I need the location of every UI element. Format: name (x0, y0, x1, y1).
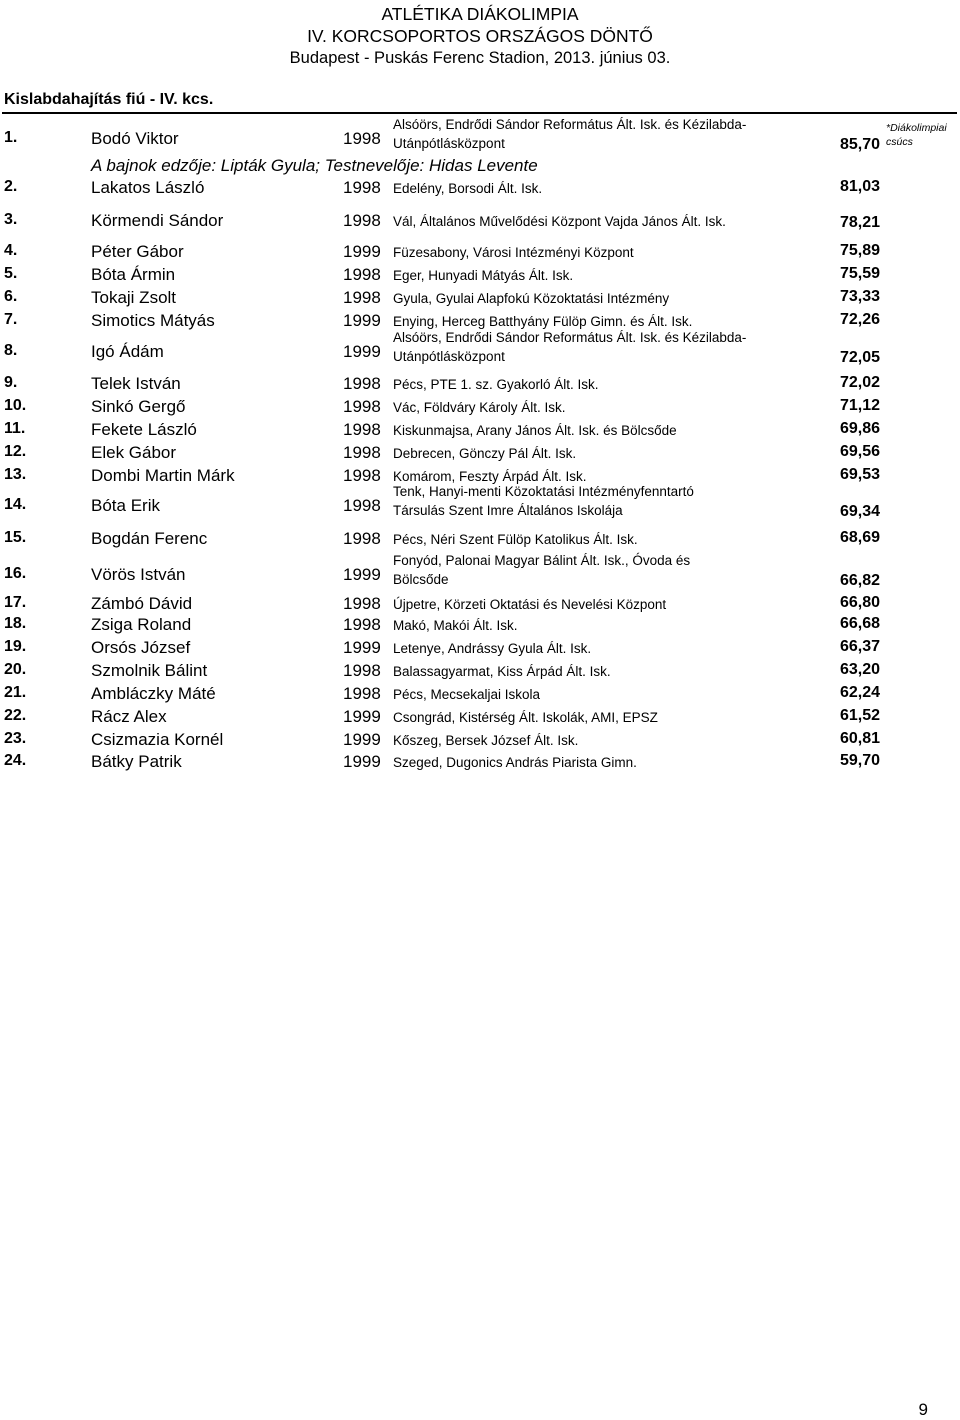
result-rank: 17. (4, 594, 27, 611)
page-number: 9 (918, 1400, 928, 1419)
throw-result: 66,68 (839, 615, 880, 632)
athlete-name: Simotics Mátyás (91, 311, 215, 330)
throw-result: 69,53 (839, 466, 880, 483)
result-row (0, 374, 960, 396)
result-rank: 23. (4, 730, 27, 747)
throw-result: 66,80 (839, 594, 880, 611)
result-row (0, 265, 960, 287)
athlete-name: Dombi Martin Márk (91, 466, 235, 485)
result-rank: 11. (4, 420, 26, 437)
result-row (0, 484, 960, 520)
birth-year: 1999 (343, 638, 381, 657)
result-rank: 8. (4, 342, 18, 359)
throw-result: 73,33 (839, 288, 880, 305)
school-line: Bölcsőde (393, 572, 449, 587)
school-line: Enying, Herceg Batthyány Fülöp Gimn. és Ált. Isk. (393, 314, 693, 329)
school-line: Pécs, Mecsekaljai Iskola (393, 687, 541, 702)
birth-year: 1998 (343, 211, 381, 230)
coach-note: A bajnok edzője: Lipták Gyula; Testnevelője: Hidas Levente (91, 156, 538, 175)
category-title: Kislabdahajítás fiú - IV. kcs. (4, 91, 214, 108)
athlete-name: Péter Gábor (91, 242, 184, 261)
school-line: Pécs, Néri Szent Fülöp Katolikus Ált. Isk. (393, 532, 638, 547)
school-line: Alsóörs, Endrődi Sándor Református Ált. Isk. és Kézilabda- (393, 330, 747, 345)
athlete-name: Bóta Erik (91, 496, 160, 515)
school-line: Alsóörs, Endrődi Sándor Református Ált. Isk. és Kézilabda- (393, 117, 747, 132)
result-row (0, 684, 960, 706)
athlete-name: Vörös István (91, 565, 186, 584)
birth-year: 1998 (343, 466, 381, 485)
athlete-name: Igó Ádám (91, 342, 164, 361)
result-rank: 20. (4, 661, 27, 678)
school-line: Utánpótlásközpont (393, 349, 505, 364)
athlete-name: Bátky Patrik (91, 752, 182, 771)
result-row (0, 752, 960, 774)
birth-year: 1998 (343, 288, 381, 307)
result-rank: 6. (4, 288, 18, 305)
throw-result: 85,70 (839, 136, 880, 153)
event-subtitle: IV. KORCSOPORTOS ORSZÁGOS DÖNTŐ (307, 26, 653, 46)
athlete-name: Bogdán Ferenc (91, 529, 208, 548)
birth-year: 1998 (343, 443, 381, 462)
result-rank: 3. (4, 211, 18, 228)
school-line: Utánpótlásközpont (393, 136, 505, 151)
school-line: Letenye, Andrássy Gyula Ált. Isk. (393, 641, 592, 656)
birth-year: 1999 (343, 707, 381, 726)
throw-result: 66,37 (839, 638, 880, 655)
result-row (0, 420, 960, 442)
result-rank: 21. (4, 684, 27, 701)
throw-result: 72,26 (839, 311, 880, 328)
result-rank: 14. (4, 496, 27, 513)
athlete-name: Bodó Viktor (91, 129, 179, 148)
athlete-name: Csizmazia Kornél (91, 730, 224, 749)
result-row (0, 638, 960, 660)
category-divider (2, 112, 957, 114)
athlete-name: Szmolnik Bálint (91, 661, 208, 680)
result-rank: 19. (4, 638, 27, 655)
throw-result: 69,34 (839, 503, 880, 520)
throw-result: 68,69 (839, 529, 880, 546)
birth-year: 1998 (343, 684, 381, 703)
athlete-name: Fekete László (91, 420, 197, 439)
result-row (0, 397, 960, 419)
record-note-line1: *Diákolimpiai (886, 122, 947, 134)
result-row (0, 730, 960, 752)
result-rank: 9. (4, 374, 18, 391)
school-line: Makó, Makói Ált. Isk. (393, 618, 518, 633)
school-line: Újpetre, Körzeti Oktatási és Nevelési Központ (393, 597, 667, 612)
athlete-name: Orsós József (91, 638, 191, 657)
birth-year: 1998 (343, 661, 381, 680)
birth-year: 1999 (343, 242, 381, 261)
athlete-name: Lakatos László (91, 178, 205, 197)
athlete-name: Bóta Ármin (91, 265, 176, 284)
throw-result: 72,05 (839, 349, 880, 366)
event-title: ATLÉTIKA DIÁKOLIMPIA (381, 4, 579, 24)
result-rank: 4. (4, 242, 18, 259)
result-row (0, 553, 960, 589)
birth-year: 1999 (343, 752, 381, 771)
school-line: Edelény, Borsodi Ált. Isk. (393, 181, 543, 196)
athlete-name: Telek István (91, 374, 181, 393)
result-rank: 2. (4, 178, 18, 195)
birth-year: 1999 (343, 311, 381, 330)
result-row (0, 211, 960, 233)
result-rank: 15. (4, 529, 27, 546)
birth-year: 1998 (343, 594, 381, 613)
athlete-name: Rácz Alex (91, 707, 167, 726)
school-line: Fonyód, Palonai Magyar Bálint Ált. Isk., Óvoda és (393, 553, 691, 568)
result-row (0, 443, 960, 465)
throw-result: 60,81 (839, 730, 880, 747)
school-line: Komárom, Feszty Árpád Ált. Isk. (393, 469, 587, 484)
birth-year: 1998 (343, 374, 381, 393)
result-rank: 16. (4, 565, 27, 582)
document-header (0, 3, 960, 69)
school-line: Pécs, PTE 1. sz. Gyakorló Ált. Isk. (393, 377, 599, 392)
school-line: Társulás Szent Imre Általános Iskolája (393, 503, 623, 518)
throw-result: 62,24 (839, 684, 880, 701)
birth-year: 1998 (343, 529, 381, 548)
birth-year: 1998 (343, 615, 381, 634)
result-rank: 24. (4, 752, 27, 769)
athlete-name: Körmendi Sándor (91, 211, 224, 230)
throw-result: 63,20 (839, 661, 880, 678)
result-row (0, 707, 960, 729)
school-line: Vál, Általános Művelődési Központ Vajda János Ált. Isk. (393, 214, 726, 229)
result-rank: 1. (4, 129, 18, 146)
throw-result: 75,59 (839, 265, 880, 282)
result-rank: 7. (4, 311, 18, 328)
result-row (0, 288, 960, 310)
result-row (0, 615, 960, 637)
event-venue-date: Budapest - Puskás Ferenc Stadion, 2013. június 03. (289, 49, 671, 67)
result-row (0, 242, 960, 264)
school-line: Eger, Hunyadi Mátyás Ált. Isk. (393, 268, 574, 283)
school-line: Balassagyarmat, Kiss Árpád Ált. Isk. (393, 664, 611, 679)
school-line: Szeged, Dugonics András Piarista Gimn. (393, 755, 637, 770)
athlete-name: Zámbó Dávid (91, 594, 193, 613)
throw-result: 78,21 (839, 214, 880, 231)
school-line: Füzesabony, Városi Intézményi Központ (393, 245, 634, 260)
birth-year: 1998 (343, 129, 381, 148)
throw-result: 72,02 (839, 374, 880, 391)
athlete-name: Tokaji Zsolt (91, 288, 177, 307)
birth-year: 1999 (343, 565, 381, 584)
athlete-name: Sinkó Gergő (91, 397, 186, 416)
result-row (0, 178, 960, 200)
birth-year: 1999 (343, 342, 381, 361)
school-line: Tenk, Hanyi-menti Közoktatási Intézményfenntartó (393, 484, 694, 499)
birth-year: 1998 (343, 178, 381, 197)
school-line: Vác, Földváry Károly Ált. Isk. (393, 400, 566, 415)
result-rank: 5. (4, 265, 18, 282)
throw-result: 69,56 (839, 443, 880, 460)
school-line: Csongrád, Kistérség Ált. Iskolák, AMI, EPSZ (393, 710, 658, 725)
result-rank: 10. (4, 397, 27, 414)
result-row (0, 529, 960, 551)
athlete-name: Ambláczky Máté (91, 684, 216, 703)
result-row (0, 117, 960, 153)
result-row (0, 594, 960, 616)
result-row (0, 330, 960, 366)
throw-result: 71,12 (839, 397, 880, 414)
school-line: Kiskunmajsa, Arany János Ált. Isk. és Bölcsőde (393, 423, 677, 438)
throw-result: 61,52 (839, 707, 880, 724)
record-note-line2: csúcs (886, 136, 913, 148)
birth-year: 1998 (343, 397, 381, 416)
throw-result: 59,70 (839, 752, 880, 769)
birth-year: 1998 (343, 420, 381, 439)
throw-result: 75,89 (839, 242, 880, 259)
result-rank: 18. (4, 615, 27, 632)
throw-result: 66,82 (839, 572, 880, 589)
result-rank: 12. (4, 443, 27, 460)
birth-year: 1998 (343, 265, 381, 284)
result-rank: 22. (4, 707, 27, 724)
school-line: Kőszeg, Bersek József Ált. Isk. (393, 733, 579, 748)
result-rank: 13. (4, 466, 27, 483)
birth-year: 1999 (343, 730, 381, 749)
school-line: Gyula, Gyulai Alapfokú Közoktatási Intézmény (393, 291, 670, 306)
throw-result: 81,03 (839, 178, 880, 195)
throw-result: 69,86 (839, 420, 880, 437)
result-row (0, 661, 960, 683)
athlete-name: Zsiga Roland (91, 615, 192, 634)
birth-year: 1998 (343, 496, 381, 515)
athlete-name: Elek Gábor (91, 443, 177, 462)
school-line: Debrecen, Gönczy Pál Ált. Isk. (393, 446, 577, 461)
